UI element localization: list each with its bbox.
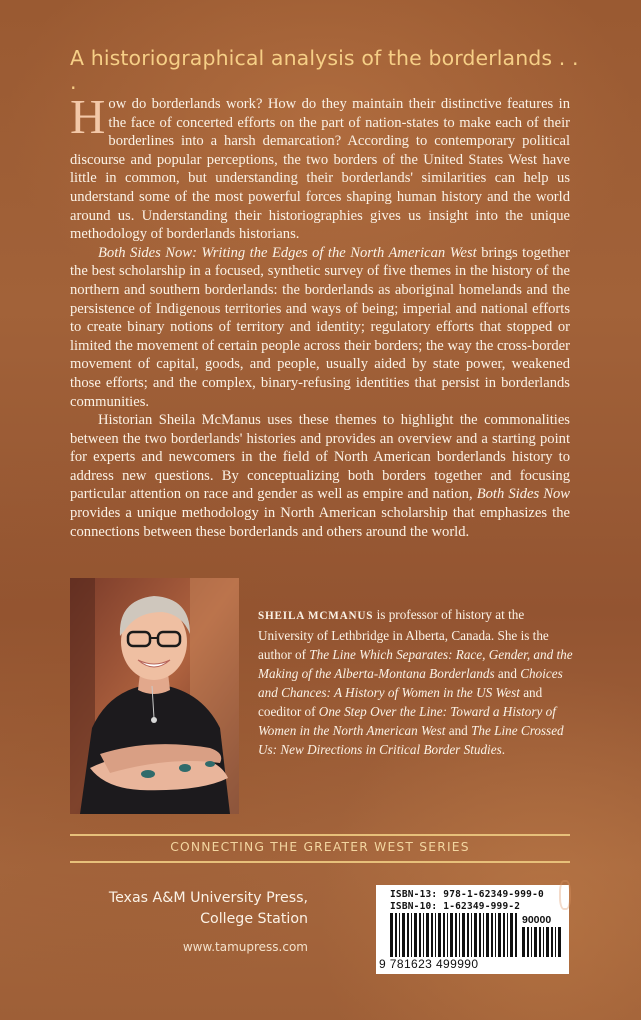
publisher-name: Texas A&M University Press,	[108, 890, 308, 906]
barcode-bar	[543, 927, 544, 957]
publisher-website: www.tamupress.com	[182, 940, 308, 954]
barcode-bar	[539, 927, 541, 957]
author-book-1: The Line Which Separates: Race, Gender, and the Making of the Alberta-Montana Borderlands	[258, 647, 573, 681]
barcode-bar	[474, 913, 477, 957]
barcode-bar	[435, 913, 436, 957]
barcode-bar	[462, 913, 465, 957]
barcode-bar	[498, 913, 501, 957]
barcode-bar	[414, 913, 417, 957]
barcode-bar	[438, 913, 441, 957]
author-bio-text: and	[445, 723, 472, 738]
barcode-bar	[419, 913, 421, 957]
series-rule-bottom	[70, 861, 570, 863]
barcode-bar	[503, 913, 505, 957]
barcode-bar	[486, 913, 489, 957]
drop-cap: H	[70, 89, 106, 144]
blurb-paragraph-3-text-b: provides a unique methodology in North American scholarship that emphasizes the connections between these borderlands and others around the world.	[70, 505, 570, 540]
price-code: 90000	[522, 914, 552, 926]
author-bio-text: .	[501, 742, 506, 757]
author-portrait-image	[70, 578, 239, 814]
blurb-paragraph-2	[70, 244, 570, 411]
author-book-4: The Line Crossed Us: New Directions in Critical Border Studies	[258, 723, 564, 757]
barcode-bar	[534, 927, 537, 957]
isbn-barcode	[376, 885, 569, 974]
series-rule-top	[70, 834, 570, 836]
isbn-10: ISBN-10: 1-62349-999-2	[390, 901, 521, 912]
book-title: Both Sides Now: Writing the Edges of the North American West	[98, 244, 477, 261]
barcode-bar	[450, 913, 453, 957]
author-bio-text: is professor of history at the University of Lethbridge in Alberta, Canada. She is the author of	[258, 607, 549, 662]
barcode-bar	[390, 913, 393, 957]
author-bio-text: and	[494, 666, 521, 681]
barcode-bar	[522, 927, 525, 957]
isbn-13: ISBN-13: 978-1-62349-999-0	[390, 889, 544, 900]
barcode-bar	[471, 913, 472, 957]
blurb-paragraph-2-text: brings together the best scholarship in a focused, synthetic survey of five themes in the history of the northern and southern borderlands: the borderlands as aboriginal homelands and the persistence of Indigenous territories and ways of being; imperial and national efforts to create binary notions of territory and identity; regulatory efforts that stopped or limited the movement of certain people across their borders; the way the cross-border movement of capital, goods, and people, usually aided by state power, weakened those efforts; and the complex, binary-refusing identities that persist in borderlands communities.	[70, 244, 570, 410]
barcode-bar	[423, 913, 424, 957]
barcode-bar	[395, 913, 397, 957]
barcode-bar	[558, 927, 561, 957]
blurb-paragraph-1-text: ow do borderlands work? How do they maintain their distinctive features in the face of concerted efforts on the part of nation-states to make each of their borderlines into a harsh demarcation? According to contemporary political discourse and popular perceptions, the two borders of the United States West have little in common, but understanding their borderlands' similarities can help us understand some of the most powerful forces shaping human history and the world around us. Understanding their historiographies gives us insight into the unique methodology of borderlands historians.	[70, 96, 570, 243]
book-title-short: Both Sides Now	[476, 486, 570, 503]
author-bio	[258, 605, 578, 759]
barcode-bar	[531, 927, 532, 957]
barcode-bar	[495, 913, 496, 957]
barcode-bar	[467, 913, 469, 957]
barcode-bar	[411, 913, 412, 957]
barcode-bar	[527, 927, 529, 957]
barcode-bar	[515, 913, 517, 957]
barcode-bar	[399, 913, 400, 957]
blurb-paragraph-3-text-a: Historian Sheila McManus uses these themes to highlight the commonalities between the two borderlands' histories and provides an overview and a starting point for experts and newcomers in the field of North American borderlands history to address new questions. By conceptualizing both borders together and focusing particular attention on race and gender as well as empire and nation,	[70, 412, 570, 503]
publisher	[88, 888, 308, 930]
price-barcode-bars	[522, 927, 562, 957]
barcode-bar	[402, 913, 405, 957]
back-cover-blurb	[70, 89, 570, 541]
barcode-bar	[507, 913, 508, 957]
barcode-bar	[455, 913, 457, 957]
barcode-bar	[459, 913, 460, 957]
barcode-bar	[407, 913, 409, 957]
barcode-bar	[479, 913, 481, 957]
barcode-bar	[546, 927, 549, 957]
author-book-3: One Step Over the Line: Toward a History of Women in the North American West	[258, 704, 556, 738]
series-name: CONNECTING THE GREATER WEST SERIES	[170, 840, 470, 854]
barcode-bar	[551, 927, 553, 957]
author-photo	[70, 578, 239, 814]
barcode-bar	[447, 913, 448, 957]
barcode-bars	[390, 913, 518, 957]
headline: A historiographical analysis of the borderlands . . .	[70, 46, 579, 94]
barcode-bar	[431, 913, 433, 957]
author-book-2: Choices and Chances: A History of Women in the US West	[258, 666, 563, 700]
barcode-digits: 9 781623 499990	[379, 957, 479, 971]
background-petroglyph	[559, 880, 571, 910]
barcode-bar	[491, 913, 493, 957]
barcode-bar	[555, 927, 556, 957]
author-bio-text: and coeditor of	[258, 685, 543, 719]
publisher-location: College Station	[200, 911, 308, 927]
blurb-paragraph-3	[70, 411, 570, 541]
blurb-paragraph-1	[70, 89, 570, 244]
author-name: SHEILA MCMANUS	[258, 610, 374, 622]
barcode-bar	[443, 913, 445, 957]
barcode-bar	[483, 913, 484, 957]
barcode-bar	[426, 913, 429, 957]
barcode-bar	[510, 913, 513, 957]
